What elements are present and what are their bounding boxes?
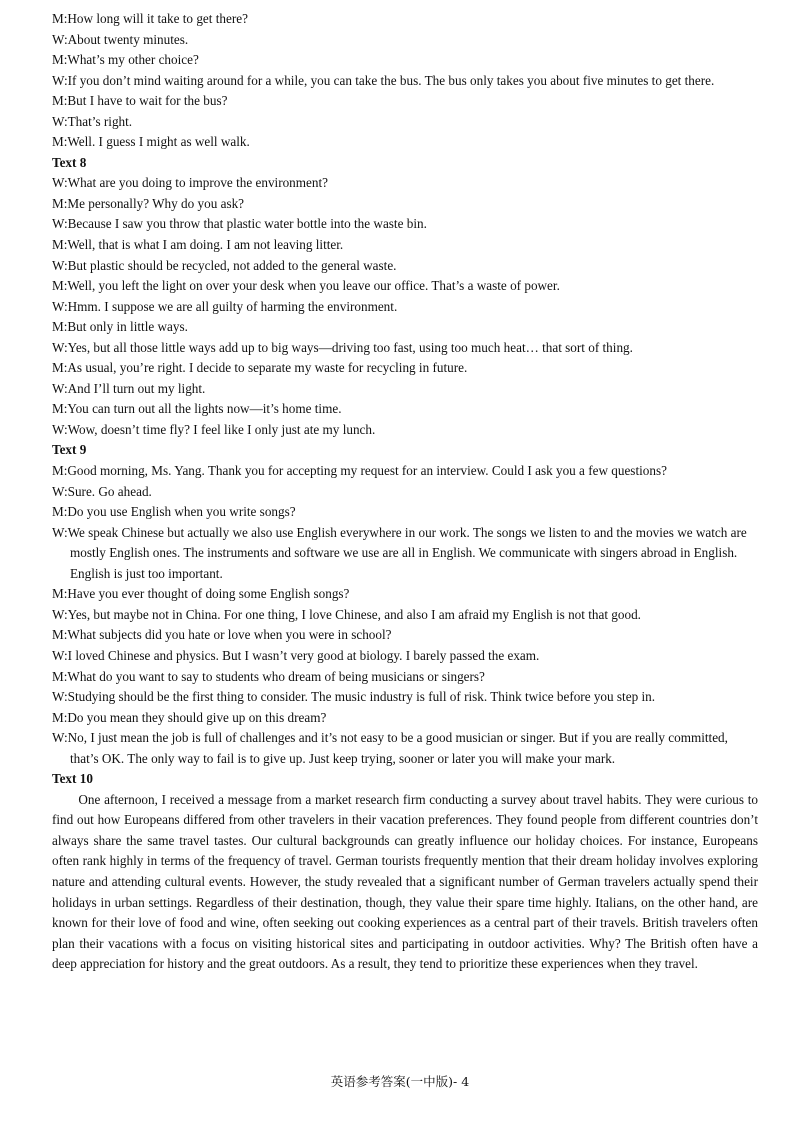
utterance-text: But only in little ways. xyxy=(67,319,188,335)
utterance-text: Well, you left the light on over your desk when you leave our office. That’s a waste of power. xyxy=(67,278,560,294)
speaker-label: W: xyxy=(52,689,68,705)
utterance-text: What’s my other choice? xyxy=(67,52,199,68)
speaker-label: W: xyxy=(52,606,68,622)
dialogue-line xyxy=(52,276,758,297)
monologue-paragraph: One afternoon, I received a message from a market research firm conducting a survey about travel habits. They were curious to find out how Europeans differed from other travelers in their vacation preferences. They found people from different countries don’t always share the same travel tastes. Our cultural backgrounds can greatly influence our holiday choices. For instance, Europeans often rank highly in terms of the frequency of travel. German tourists frequently mention that their dream holiday involves exploring nature and attending cultural events. However, the study revealed that a significant number of German travelers actually spend their holidays in urban settings. Regardless of their destination, though, they value their spare time highly. Italians, on the other hand, are known for their love of food and wine, often seeking out cooking experiences as a central part of their travels. British travelers often plan their vacations with a focus on visiting historical sites and participating in outdoor activities. Why? The British often have a deep appreciation for history and the great outdoors. As a result, they tend to prioritize these experiences when they travel. xyxy=(52,791,758,972)
utterance-text: What do you want to say to students who dream of being musicians or singers? xyxy=(67,668,485,684)
utterance-text: Do you mean they should give up on this dream? xyxy=(67,709,327,725)
dialogue-line xyxy=(52,173,758,194)
section-heading: Text 10 xyxy=(52,771,93,787)
utterance-text: You can turn out all the lights now—it’s home time. xyxy=(67,401,342,417)
speaker-label: M: xyxy=(52,709,68,725)
dialogue-line xyxy=(52,667,758,688)
utterance-text: Yes, but all those little ways add up to big ways—driving too fast, using too much heat… that sort of thing. xyxy=(67,339,633,355)
speaker-label: M: xyxy=(52,668,68,684)
dialogue-line xyxy=(52,338,758,359)
speaker-label: M: xyxy=(52,93,68,109)
utterance-text: Sure. Go ahead. xyxy=(67,483,152,499)
speaker-label: W: xyxy=(52,421,68,437)
utterance-text: Yes, but maybe not in China. For one thing, I love Chinese, and also I am afraid my English is not that good. xyxy=(67,606,641,622)
utterance-text: No, I just mean the job is full of challenges and it’s not easy to be a good musician or singer. But if you are really committed, that’s OK. The only way to fail is to give up. Just keep trying, sooner or later you will make your mark. xyxy=(67,730,728,766)
dialogue-line xyxy=(52,728,758,769)
utterance-text: Studying should be the first thing to consider. The music industry is full of risk. Think twice before you step in. xyxy=(67,689,656,705)
dialogue-line xyxy=(52,9,758,30)
section-heading: Text 9 xyxy=(52,442,87,458)
dialogue-line xyxy=(52,502,758,523)
utterance-text: But I have to wait for the bus? xyxy=(67,93,228,109)
dialogue-line xyxy=(52,112,758,133)
speaker-label: M: xyxy=(52,504,68,520)
utterance-text: But plastic should be recycled, not added to the general waste. xyxy=(67,257,397,273)
dialogue-line xyxy=(52,71,758,92)
dialogue-line xyxy=(52,420,758,441)
speaker-label: W: xyxy=(52,647,68,663)
dialogue-line xyxy=(52,256,758,277)
dialogue-line xyxy=(52,646,758,667)
dialogue-line xyxy=(52,708,758,729)
section-heading: Text 8 xyxy=(52,154,87,170)
dialogue-line xyxy=(52,605,758,626)
speaker-label: M: xyxy=(52,237,68,253)
dialogue-line xyxy=(52,132,758,153)
utterance-text: That’s right. xyxy=(67,113,133,129)
speaker-label: W: xyxy=(52,216,68,232)
dialogue-line xyxy=(52,235,758,256)
dialogue-line xyxy=(52,297,758,318)
utterance-text: Wow, doesn’t time fly? I feel like I only just ate my lunch. xyxy=(67,421,376,437)
dialogue-line xyxy=(52,461,758,482)
dialogue-line xyxy=(52,584,758,605)
dialogue-line xyxy=(52,194,758,215)
utterance-text: How long will it take to get there? xyxy=(67,11,248,26)
speaker-label: W: xyxy=(52,257,68,273)
utterance-text: What subjects did you hate or love when you were in school? xyxy=(67,627,392,643)
utterance-text: Well. I guess I might as well walk. xyxy=(67,134,250,150)
speaker-label: W: xyxy=(52,298,68,314)
utterance-text: As usual, you’re right. I decide to separate my waste for recycling in future. xyxy=(67,360,468,376)
dialogue-line xyxy=(52,358,758,379)
speaker-label: M: xyxy=(52,463,68,479)
dialogue-line xyxy=(52,687,758,708)
speaker-label: M: xyxy=(52,11,68,26)
speaker-label: M: xyxy=(52,195,68,211)
speaker-label: W: xyxy=(52,31,68,47)
dialogue-line xyxy=(52,482,758,503)
speaker-label: M: xyxy=(52,401,68,417)
speaker-label: W: xyxy=(52,380,68,396)
speaker-label: M: xyxy=(52,319,68,335)
transcript-page xyxy=(52,9,758,975)
speaker-label: M: xyxy=(52,134,68,150)
speaker-label: W: xyxy=(52,339,68,355)
page-footer: 英语参考答案(一中版)- 4 xyxy=(330,1074,470,1089)
speaker-label: M: xyxy=(52,360,68,376)
speaker-label: W: xyxy=(52,524,68,540)
dialogue-line xyxy=(52,379,758,400)
dialogue-line xyxy=(52,50,758,71)
utterance-text: Do you use English when you write songs? xyxy=(67,504,296,520)
utterance-text: I loved Chinese and physics. But I wasn’t very good at biology. I barely passed the exam. xyxy=(67,647,540,663)
speaker-label: W: xyxy=(52,72,68,88)
dialogue-line xyxy=(52,317,758,338)
speaker-label: W: xyxy=(52,175,68,191)
speaker-label: W: xyxy=(52,113,68,129)
utterance-text: Because I saw you throw that plastic water bottle into the waste bin. xyxy=(67,216,427,232)
speaker-label: W: xyxy=(52,483,68,499)
speaker-label: W: xyxy=(52,730,68,746)
speaker-label: M: xyxy=(52,278,68,294)
utterance-text: And I’ll turn out my light. xyxy=(67,380,206,396)
speaker-label: M: xyxy=(52,627,68,643)
speaker-label: M: xyxy=(52,52,68,68)
utterance-text: Have you ever thought of doing some English songs? xyxy=(67,586,350,602)
dialogue-line xyxy=(52,214,758,235)
utterance-text: Well, that is what I am doing. I am not leaving litter. xyxy=(67,237,344,253)
dialogue-line xyxy=(52,30,758,51)
utterance-text: Good morning, Ms. Yang. Thank you for accepting my request for an interview. Could I ask you a few questions? xyxy=(67,463,667,479)
utterance-text: What are you doing to improve the environment? xyxy=(67,175,329,191)
utterance-text: If you don’t mind waiting around for a while, you can take the bus. The bus only takes you about five minutes to get there. xyxy=(67,72,715,88)
utterance-text: About twenty minutes. xyxy=(67,31,189,47)
dialogue-line xyxy=(52,91,758,112)
dialogue-line xyxy=(52,625,758,646)
dialogue-line xyxy=(52,399,758,420)
dialogue-line xyxy=(52,523,758,585)
utterance-text: Me personally? Why do you ask? xyxy=(67,195,245,211)
speaker-label: M: xyxy=(52,586,68,602)
utterance-text: We speak Chinese but actually we also use English everywhere in our work. The songs we listen to and the movies we watch are mostly English ones. The instruments and software we use are all in English. We communicate with singers abroad in English. English is just too important. xyxy=(67,524,747,581)
utterance-text: Hmm. I suppose we are all guilty of harming the environment. xyxy=(67,298,398,314)
